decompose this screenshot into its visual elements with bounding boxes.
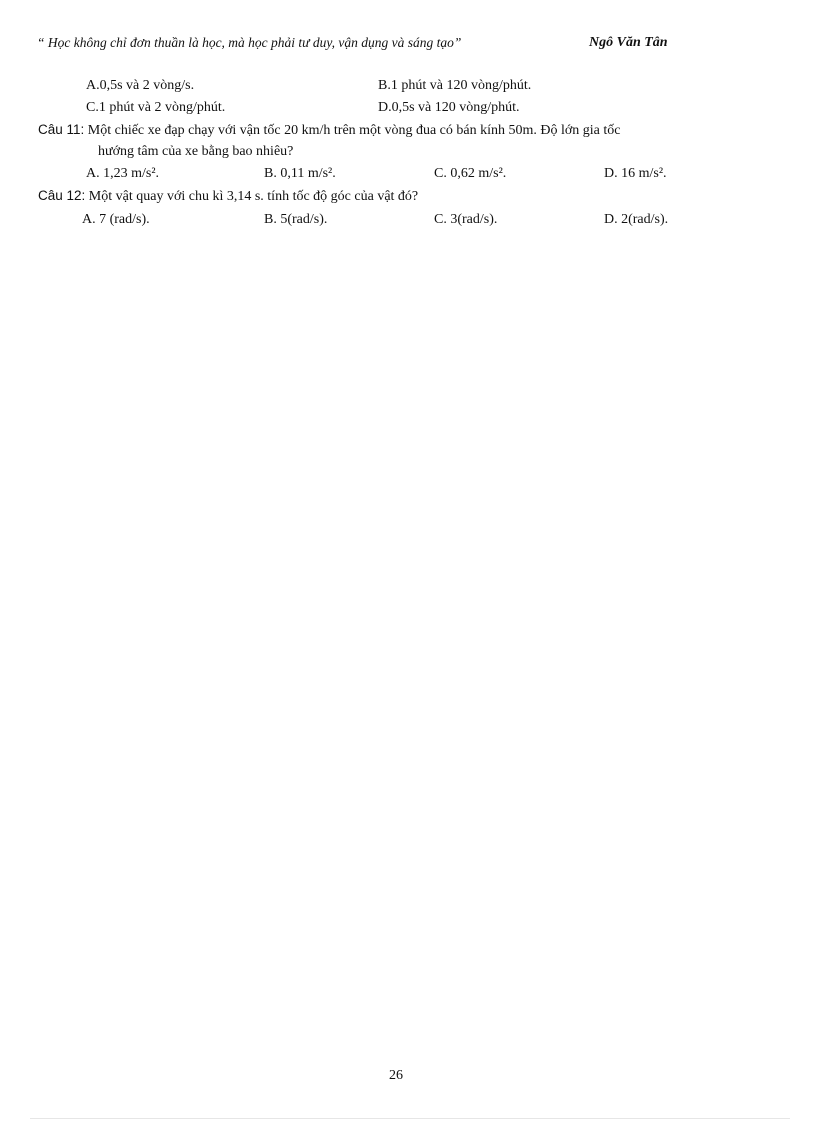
question-12-text: Một vật quay với chu kì 3,14 s. tính tốc độ góc của vật đó? <box>88 189 419 204</box>
q11-option-d: D. 16 m/s². <box>604 166 667 181</box>
q12-option-b: B. 5(rad/s). <box>264 212 328 227</box>
question-11-text-line2: hướng tâm của xe bằng bao nhiêu? <box>98 144 294 159</box>
q12-option-c: C. 3(rad/s). <box>434 212 498 227</box>
prev-option-c: C.1 phút và 2 vòng/phút. <box>86 100 226 115</box>
header-quote: “ Học không chỉ đơn thuần là học, mà học phải tư duy, vận dụng và sáng tạo” <box>37 35 462 50</box>
prev-option-b: B.1 phút và 120 vòng/phút. <box>378 78 532 93</box>
question-11-label: Câu 11: <box>38 122 85 137</box>
question-11 <box>38 121 620 140</box>
question-12 <box>38 187 418 206</box>
prev-option-a: A.0,5s và 2 vòng/s. <box>86 78 195 93</box>
prev-option-d: D.0,5s và 120 vòng/phút. <box>378 100 520 115</box>
page-number: 26 <box>389 1068 403 1083</box>
question-12-label: Câu 12: <box>38 188 86 203</box>
q12-option-d: D. 2(rad/s). <box>604 212 669 227</box>
question-11-text-line1: Một chiếc xe đạp chạy với vận tốc 20 km/h trên một vòng đua có bán kính 50m. Độ lớn gia tốc <box>87 123 621 138</box>
q11-option-b: B. 0,11 m/s². <box>264 166 336 181</box>
page-bottom-edge <box>30 1118 790 1119</box>
header-author: Ngô Văn Tân <box>589 35 668 50</box>
q11-option-a: A. 1,23 m/s². <box>86 166 160 181</box>
q12-option-a: A. 7 (rad/s). <box>82 212 150 227</box>
q11-option-c: C. 0,62 m/s². <box>434 166 507 181</box>
